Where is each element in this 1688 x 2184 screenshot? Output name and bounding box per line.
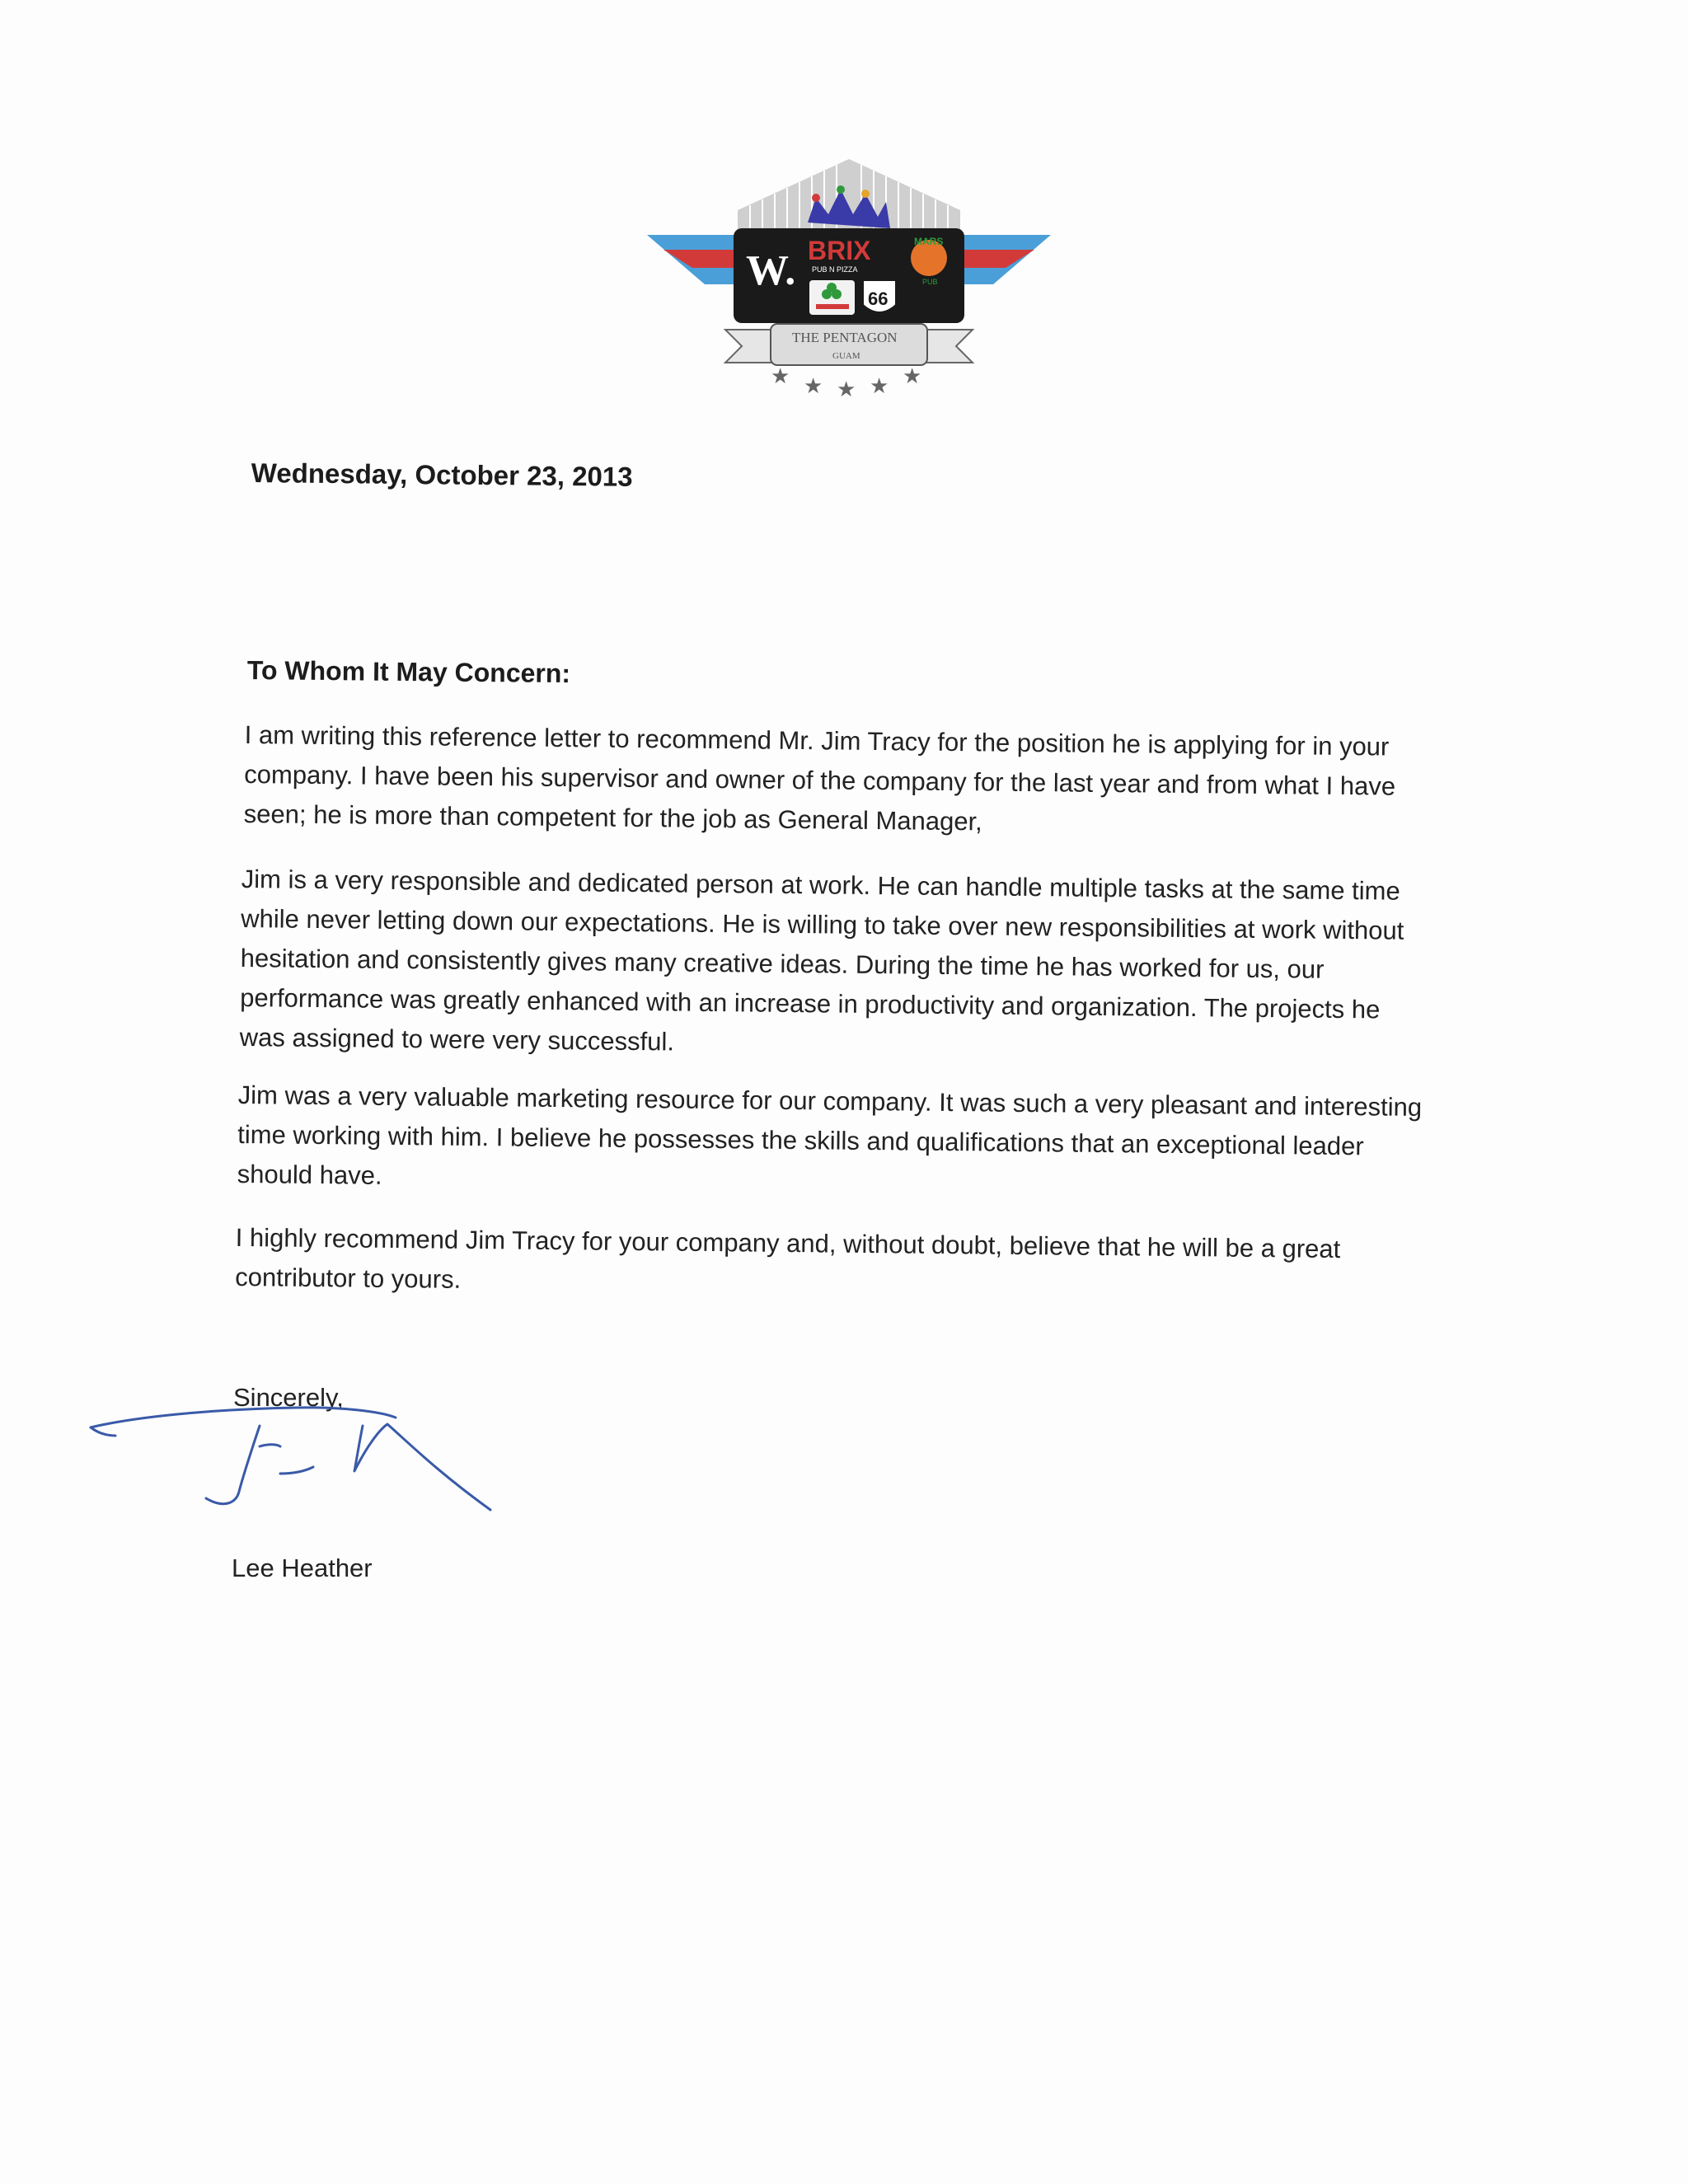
letter-signer-name: Lee Heather <box>232 1554 373 1582</box>
letter-paragraph-3: Jim was a very valuable marketing resource for our company. It was such a very pleasant and interesting time working with him. I believe he possesses the skills and qualifications that an exceptional leader should have. <box>237 1080 1423 1190</box>
svg-text:★: ★ <box>903 364 922 389</box>
letter-closing: Sincerely, <box>233 1383 344 1412</box>
letter-date: Wednesday, October 23, 2013 <box>251 457 633 492</box>
logo-stars <box>771 364 921 402</box>
logo-banner-line2: GUAM <box>832 351 860 361</box>
svg-text:★: ★ <box>771 364 790 389</box>
logo-mars-mark: MARS <box>914 236 944 247</box>
logo-brix-mark: BRIX <box>808 236 871 265</box>
company-logo <box>647 152 1051 408</box>
letter-paragraph-4: I highly recommend Jim Tracy for your company and, without doubt, believe that he will be a great contributor to yours. <box>235 1222 1341 1294</box>
logo-banner-line1: THE PENTAGON <box>792 330 898 345</box>
letter-paragraph-1: I am writing this reference letter to recommend Mr. Jim Tracy for the position he is applying for in your company. I have been his supervisor and owner of the company for the last year and from what I have seen; he is more than competent for the job as General Manager, <box>243 719 1396 837</box>
handwritten-signature <box>82 1401 511 1533</box>
svg-text:★: ★ <box>804 374 823 399</box>
svg-text:★: ★ <box>870 374 889 399</box>
logo-brix-tagline: PUB N PIZZA <box>812 265 858 274</box>
letter-paragraph-2: Jim is a very responsible and dedicated person at work. He can handle multiple tasks at the same time while never letting down our expectations. He is willing to take over new responsibilities at work without hesitation and consistently gives many creative ideas. During the time he has worked for us, our performance was greatly enhanced with an increase in productivity and organization. The projects he was assigned to were very successful. <box>239 864 1404 1057</box>
logo-route-number: 66 <box>868 288 889 309</box>
letter-salutation: To Whom It May Concern: <box>246 655 571 689</box>
logo-mars-sub: PUB <box>922 278 938 286</box>
logo-w-mark: W. <box>746 247 796 294</box>
svg-text:★: ★ <box>837 377 856 402</box>
